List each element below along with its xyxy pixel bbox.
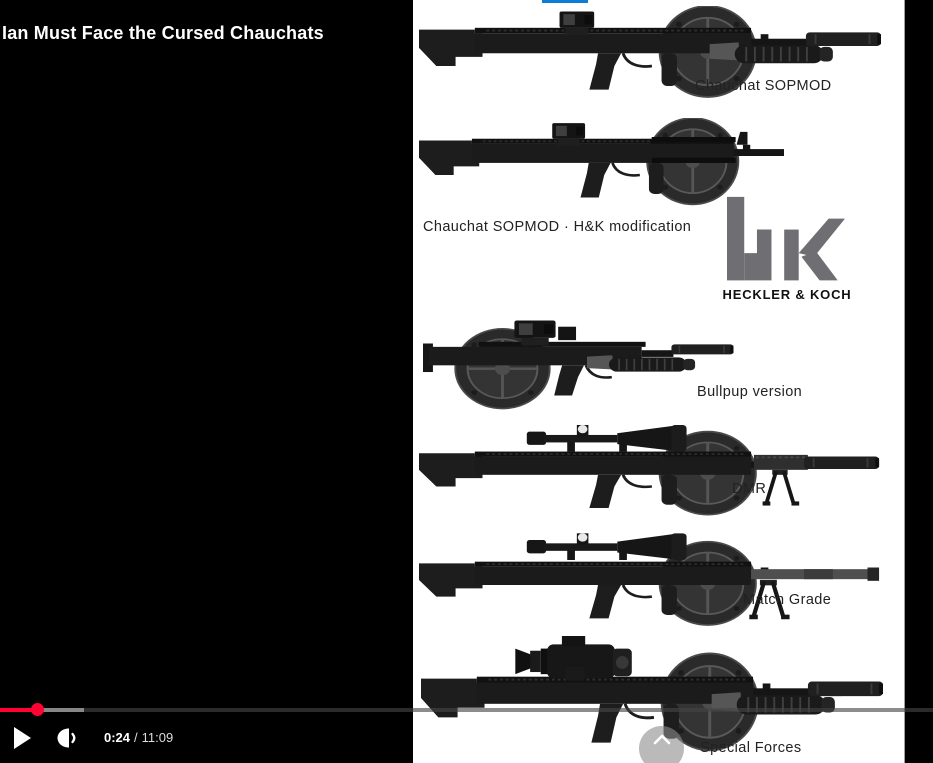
figure-label-bullpup: Bullpup version — [697, 384, 803, 400]
rifle-illustration-bullpup — [423, 320, 741, 414]
time-display — [104, 730, 173, 745]
time-separator: / — [134, 730, 138, 745]
hk-logo-caption: HECKLER & KOCH — [722, 287, 852, 302]
current-time: 0:24 — [104, 730, 131, 745]
figure-label-dmr: DMR — [732, 481, 767, 497]
figure-label-special-forces: Special Forces — [700, 740, 802, 756]
figure-label-sopmod: Chauchat SOPMOD — [695, 78, 832, 94]
play-button[interactable] — [0, 714, 44, 762]
volume-icon — [53, 726, 79, 750]
duration: 11:09 — [141, 730, 174, 745]
player-controls — [0, 712, 413, 763]
rifle-illustration-dmr — [419, 420, 881, 523]
video-content-slide — [413, 0, 905, 763]
figure-label-hk-modification: Chauchat SOPMOD · H&K modification — [423, 219, 692, 235]
heckler-koch-logo — [727, 196, 845, 284]
video-title[interactable]: Ian Must Face the Cursed Chauchats — [2, 23, 324, 43]
figure-label-match-grade: Match Grade — [743, 592, 832, 608]
play-icon — [14, 727, 31, 749]
volume-button[interactable] — [44, 714, 88, 762]
rifle-illustration-match-grade — [419, 530, 881, 635]
chevron-up-icon — [652, 733, 672, 745]
slide-top-accent-bar — [542, 0, 588, 3]
hk-logo-monogram — [413, 0, 414, 1]
chevron-up-button[interactable] — [639, 726, 684, 763]
